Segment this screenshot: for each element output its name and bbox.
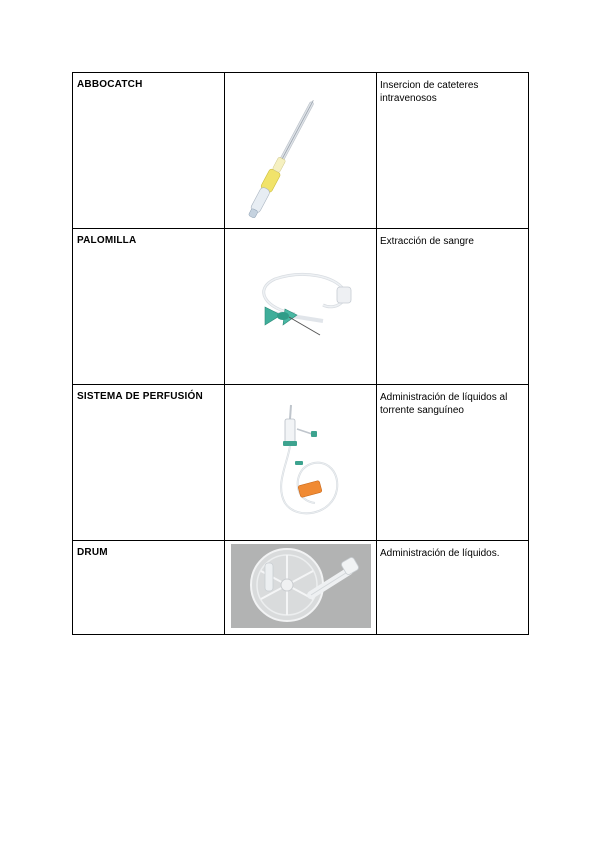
image-cell: [225, 73, 377, 229]
instrument-description: Administración de líquidos al torrente sanguíneo: [380, 392, 508, 416]
drum-image: [225, 541, 376, 634]
image-cell: [225, 541, 377, 635]
name-cell: [73, 229, 225, 385]
name-cell: [73, 73, 225, 229]
instrument-description: Extracción de sangre: [380, 236, 474, 247]
table-row: [73, 229, 529, 385]
abbocatch-image: [225, 73, 376, 228]
image-cell: [225, 229, 377, 385]
table-row: [73, 385, 529, 541]
instrument-name: PALOMILLA: [77, 235, 137, 246]
instrument-name: SISTEMA DE PERFUSIÓN: [77, 391, 203, 402]
name-cell: [73, 541, 225, 635]
instrument-description: Insercion de cateteres intravenosos: [380, 80, 479, 104]
name-cell: [73, 385, 225, 541]
instruments-table: [72, 72, 529, 635]
description-cell: [377, 229, 529, 385]
butterfly-needle-image: [225, 229, 376, 384]
image-cell: [225, 385, 377, 541]
description-cell: [377, 73, 529, 229]
description-cell: [377, 385, 529, 541]
instrument-name: ABBOCATCH: [77, 79, 143, 90]
infusion-set-image: [225, 385, 376, 540]
description-cell: [377, 541, 529, 635]
table-row: [73, 541, 529, 635]
instrument-name: DRUM: [77, 547, 108, 558]
instrument-description: Administración de líquidos.: [380, 548, 500, 559]
table-row: [73, 73, 529, 229]
